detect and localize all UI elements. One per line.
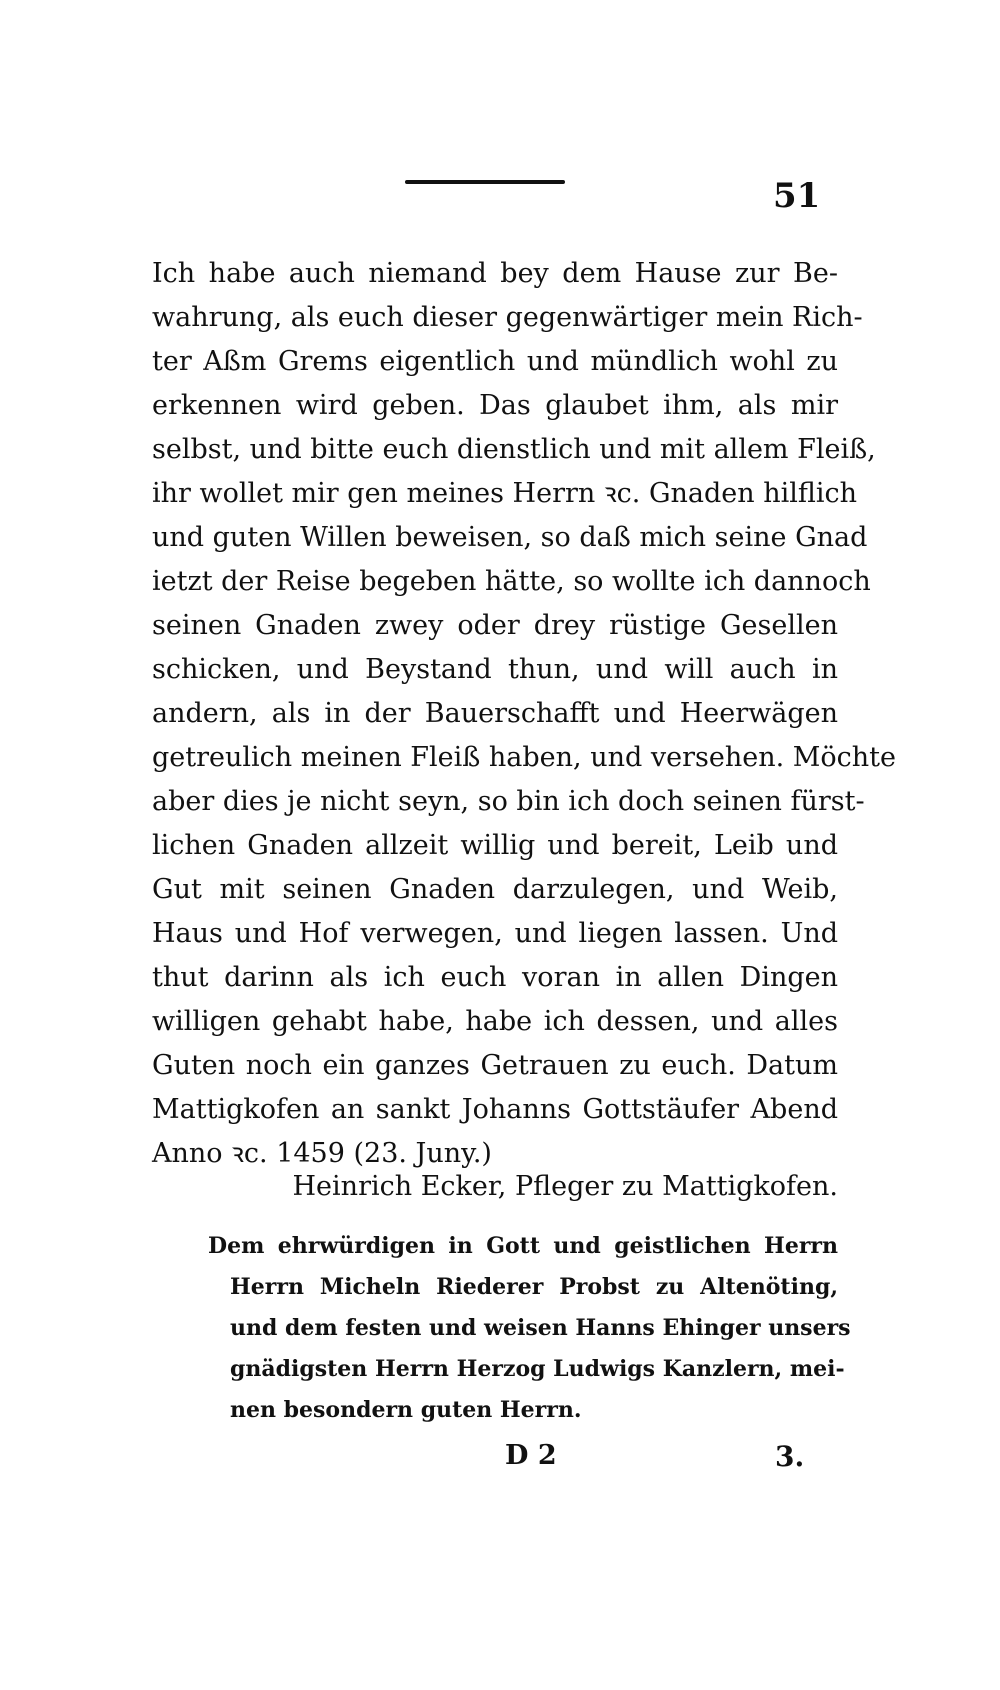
address-line: Herrn Micheln Riederer Probst zu Altenöting, bbox=[230, 1274, 838, 1300]
page-number: 51 bbox=[773, 176, 821, 216]
body-line: Mattigkofen an sankt Johanns Gottstäufer Abend bbox=[152, 1094, 838, 1125]
body-line: selbst, und bitte euch dienstlich und mit allem Fleiß, bbox=[152, 434, 876, 465]
body-line: ter Aßm Grems eigentlich und mündlich wohl zu bbox=[152, 346, 838, 377]
body-line: Ich habe auch niemand bey dem Hause zur Be- bbox=[152, 258, 838, 289]
address-line: Dem ehrwürdigen in Gott und geistlichen Herrn bbox=[208, 1233, 838, 1259]
body-line: getreulich meinen Fleiß haben, und versehen. Möchte bbox=[152, 742, 896, 773]
printer-signature-mark: D 2 bbox=[505, 1440, 557, 1471]
body-line: erkennen wird geben. Das glaubet ihm, als mir bbox=[152, 390, 838, 421]
header-rule bbox=[405, 180, 565, 184]
body-line: Gut mit seinen Gnaden darzulegen, und Weib, bbox=[152, 874, 838, 905]
body-line: wahrung, als euch dieser gegenwärtiger mein Rich- bbox=[152, 302, 863, 333]
body-line: thut darinn als ich euch voran in allen Dingen bbox=[152, 962, 838, 993]
address-line: und dem festen und weisen Hanns Ehinger unsers bbox=[230, 1315, 851, 1341]
catchword: 3. bbox=[775, 1440, 805, 1473]
body-line: Guten noch ein ganzes Getrauen zu euch. Datum bbox=[152, 1050, 838, 1081]
letter-signature: Heinrich Ecker, Pfleger zu Mattigkofen. bbox=[292, 1171, 838, 1202]
body-line: ihr wollet mir gen meines Herrn ꝛc. Gnaden hilflich bbox=[152, 478, 858, 509]
body-line: Haus und Hof verwegen, und liegen lassen. Und bbox=[152, 918, 838, 949]
body-line: und guten Willen beweisen, so daß mich seine Gnad bbox=[152, 522, 868, 553]
body-line: andern, als in der Bauerschafft und Heerwägen bbox=[152, 698, 838, 729]
letter-body bbox=[152, 252, 896, 1176]
body-line: Anno ꝛc. 1459 (23. Juny.) bbox=[152, 1138, 492, 1169]
body-line: aber dies je nicht seyn, so bin ich doch seinen fürst- bbox=[152, 786, 865, 817]
address-line: gnädigsten Herrn Herzog Ludwigs Kanzlern, mei- bbox=[230, 1356, 845, 1382]
body-line: ietzt der Reise begeben hätte, so wollte ich dannoch bbox=[152, 566, 871, 597]
address-line: nen besondern guten Herrn. bbox=[230, 1397, 582, 1423]
letter-address bbox=[208, 1226, 851, 1431]
body-line: schicken, und Beystand thun, und will auch in bbox=[152, 654, 838, 685]
body-line: seinen Gnaden zwey oder drey rüstige Gesellen bbox=[152, 610, 838, 641]
body-line: willigen gehabt habe, habe ich dessen, und alles bbox=[152, 1006, 838, 1037]
body-line: lichen Gnaden allzeit willig und bereit, Leib und bbox=[152, 830, 838, 861]
